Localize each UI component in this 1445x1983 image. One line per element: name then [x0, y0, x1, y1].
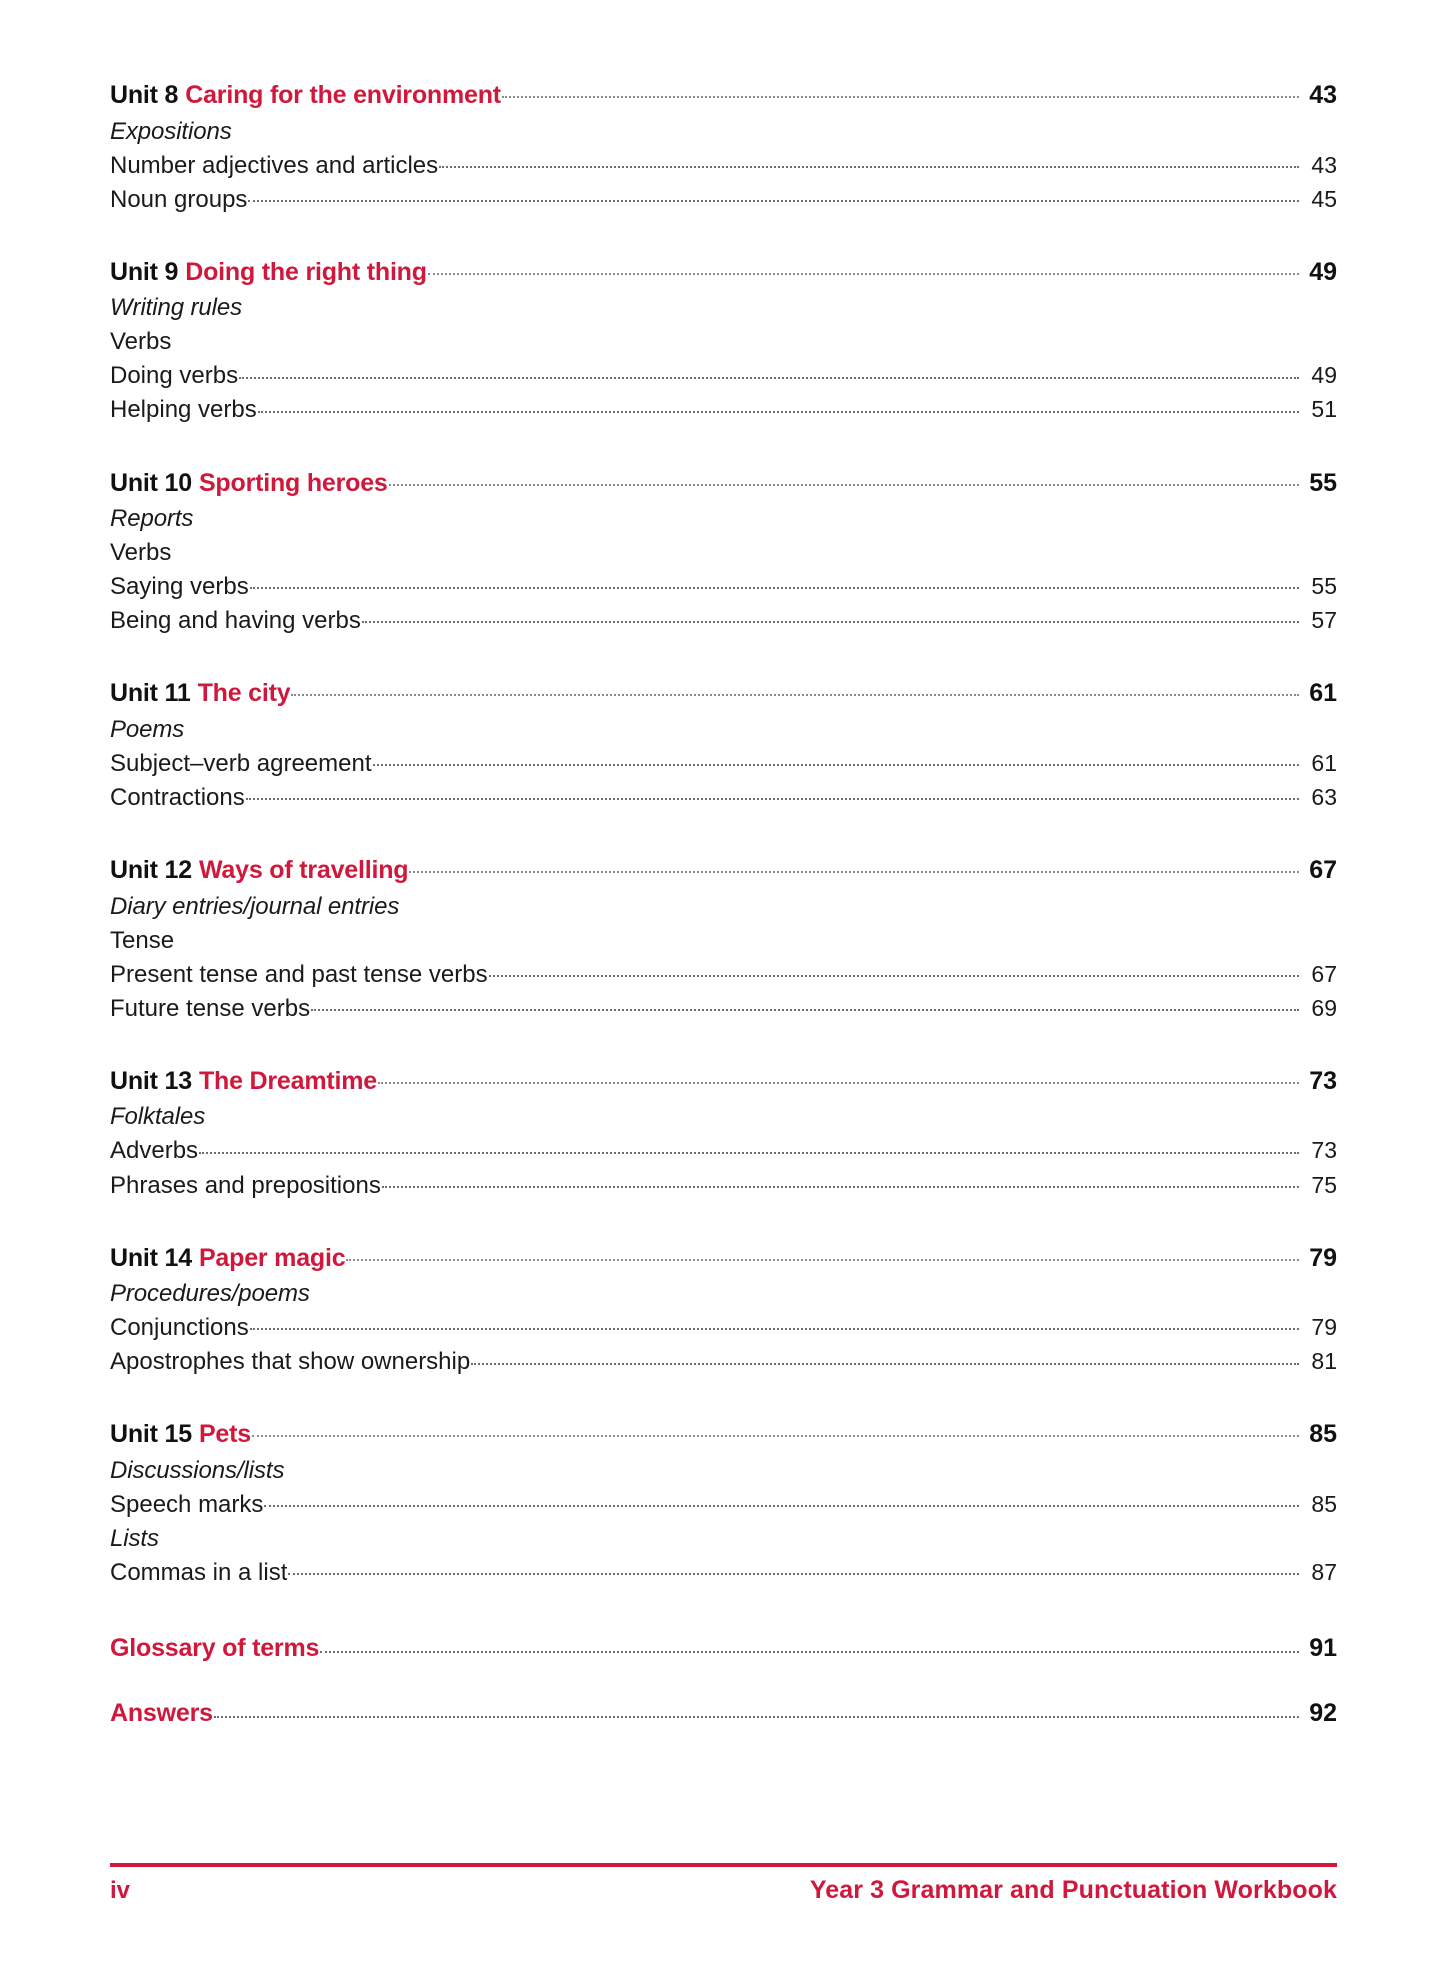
unit-block: [110, 1417, 1337, 1590]
unit-number: Unit 9: [110, 257, 179, 286]
toc-entry-row[interactable]: [110, 1311, 1337, 1345]
unit-heading-label: [110, 79, 501, 112]
unit-title: The Dreamtime: [198, 1066, 377, 1095]
dotted-leader: [439, 149, 1299, 173]
category-label: Verbs: [110, 328, 172, 356]
unit-heading-label: [110, 1065, 377, 1098]
dotted-leader: [489, 958, 1299, 982]
toc-entry-row[interactable]: [110, 1488, 1337, 1522]
genre-label: Expositions: [110, 117, 232, 145]
dotted-leader: [250, 570, 1299, 594]
unit-block: [110, 676, 1337, 815]
unit-heading-label: [110, 854, 408, 887]
footer-page-number: iv: [110, 1877, 131, 1904]
toc-entry-page-number: 51: [1311, 396, 1337, 423]
unit-page-number: 43: [1309, 81, 1337, 109]
unit-page-number: 55: [1309, 468, 1337, 497]
toc-entry-row[interactable]: [110, 781, 1337, 815]
toc-entry-row[interactable]: [110, 183, 1337, 217]
unit-heading-row[interactable]: [110, 1417, 1337, 1451]
toc-entry-page-number: 49: [1311, 362, 1337, 389]
toc-entry-row[interactable]: [110, 570, 1337, 604]
dotted-leader: [291, 676, 1299, 701]
unit-title: Doing the right thing: [185, 257, 427, 286]
toc-entry-label: Apostrophes that show ownership: [110, 1348, 471, 1376]
dotted-leader: [346, 1241, 1299, 1266]
category-label: Verbs: [110, 539, 172, 567]
unit-heading-label: [110, 256, 427, 289]
dotted-leader: [248, 183, 1299, 207]
toc-entry-page-number: 81: [1311, 1348, 1337, 1375]
dotted-leader: [373, 747, 1300, 771]
unit-heading-row[interactable]: [110, 853, 1337, 887]
unit-title: Paper magic: [198, 1243, 346, 1272]
toc-entry-row[interactable]: [110, 393, 1337, 427]
back-matter-page-number: 92: [1309, 1699, 1337, 1728]
toc-entry-label: Present tense and past tense verbs: [110, 960, 488, 988]
back-matter-list: [110, 1634, 1337, 1728]
unit-title: Pets: [198, 1420, 251, 1449]
dotted-leader: [389, 466, 1299, 491]
genre-label: Procedures/poems: [110, 1280, 310, 1308]
toc-entry-label: Phrases and prepositions: [110, 1171, 381, 1199]
unit-heading-label: [110, 467, 388, 500]
unit-heading-row[interactable]: [110, 1064, 1337, 1098]
toc-entry-row[interactable]: [110, 958, 1337, 992]
dotted-leader: [320, 1640, 1299, 1656]
toc-entry-page-number: 73: [1311, 1137, 1337, 1164]
toc-entry-page-number: 75: [1311, 1171, 1337, 1198]
toc-entry-page-number: 79: [1311, 1314, 1337, 1341]
toc-entry-page-number: 63: [1311, 784, 1337, 811]
unit-heading-label: [110, 677, 290, 710]
toc-entry-row[interactable]: [110, 1169, 1337, 1203]
unit-title: Ways of travelling: [198, 856, 409, 885]
toc-entry-label: Contractions: [110, 784, 245, 812]
dotted-leader: [428, 255, 1299, 280]
back-matter-label: Glossary of terms: [110, 1634, 320, 1663]
dotted-leader: [382, 1169, 1299, 1193]
unit-heading-label: [110, 1418, 251, 1451]
unit-number: Unit 10: [110, 468, 192, 497]
unit-block: [110, 78, 1337, 217]
toc-entry-label: Speech marks: [110, 1490, 264, 1518]
footer-book-title: Year 3 Grammar and Punctuation Workbook: [809, 1876, 1337, 1904]
toc-entry-page-number: 45: [1311, 185, 1337, 212]
unit-block: [110, 1241, 1337, 1380]
dotted-leader: [252, 1417, 1299, 1442]
dotted-leader: [378, 1064, 1299, 1089]
unit-number: Unit 11: [110, 679, 191, 708]
unit-page-number: 79: [1309, 1243, 1337, 1272]
unit-number: Unit 12: [110, 856, 192, 885]
dotted-leader: [199, 1134, 1299, 1158]
toc-entry-row[interactable]: [110, 1556, 1337, 1590]
toc-entry-page-number: 87: [1311, 1559, 1337, 1586]
dotted-leader: [246, 781, 1299, 805]
dotted-leader: [409, 853, 1299, 878]
toc-entry-page-number: 67: [1311, 960, 1337, 987]
toc-entry-label: Being and having verbs: [110, 607, 361, 635]
dotted-leader: [311, 992, 1299, 1016]
unit-page-number: 67: [1309, 856, 1337, 885]
genre-label: Discussions/lists: [110, 1456, 285, 1484]
unit-list: [110, 78, 1337, 1590]
unit-block: [110, 466, 1337, 639]
toc-entry-row[interactable]: [110, 747, 1337, 781]
dotted-leader: [288, 1556, 1299, 1580]
unit-heading-row[interactable]: [110, 255, 1337, 289]
dotted-leader: [214, 1705, 1299, 1721]
toc-entry-page-number: 43: [1311, 151, 1337, 178]
toc-entry-row[interactable]: [110, 1134, 1337, 1168]
unit-number: Unit 13: [110, 1066, 192, 1095]
toc-entry-label: Subject–verb agreement: [110, 749, 372, 777]
dotted-leader: [362, 604, 1299, 628]
toc-entry-label: Future tense verbs: [110, 994, 311, 1022]
toc-entry-row[interactable]: [110, 1345, 1337, 1379]
footer-divider: [110, 1863, 1337, 1867]
unit-number: Unit 15: [110, 1420, 192, 1449]
toc-entry-label: Saying verbs: [110, 573, 249, 601]
toc-entry-row[interactable]: [110, 992, 1337, 1026]
unit-block: [110, 1064, 1337, 1203]
unit-page-number: 61: [1309, 679, 1337, 708]
category-label: Tense: [110, 926, 175, 954]
toc-entry-label: Adverbs: [110, 1137, 199, 1165]
dotted-leader: [264, 1488, 1299, 1512]
unit-heading-label: [110, 1242, 345, 1275]
dotted-leader: [239, 359, 1299, 383]
dotted-leader: [250, 1311, 1299, 1335]
page-footer: [110, 1863, 1337, 1905]
toc-entry-row[interactable]: [110, 359, 1337, 393]
unit-block: [110, 853, 1337, 1026]
toc-entry-label: Number adjectives and articles: [110, 151, 439, 179]
toc-entry-row[interactable]: [110, 149, 1337, 183]
toc-entry-page-number: 61: [1311, 749, 1337, 776]
genre-label: Diary entries/journal entries: [110, 892, 400, 920]
table-of-contents: [110, 78, 1337, 1728]
back-matter-page-number: 91: [1309, 1634, 1337, 1663]
toc-entry-label: Noun groups: [110, 185, 248, 213]
unit-title: Sporting heroes: [198, 468, 388, 497]
unit-heading-row[interactable]: [110, 78, 1337, 112]
dotted-leader: [471, 1345, 1299, 1369]
toc-entry-label: Commas in a list: [110, 1559, 288, 1587]
toc-entry-page-number: 57: [1311, 607, 1337, 634]
toc-entry-label: Helping verbs: [110, 396, 257, 424]
unit-page-number: 73: [1309, 1066, 1337, 1095]
genre-label: Folktales: [110, 1103, 206, 1131]
dotted-leader: [258, 393, 1299, 417]
back-matter-label: Answers: [110, 1699, 213, 1728]
genre-label: Lists: [110, 1525, 159, 1553]
back-matter-row[interactable]: [110, 1634, 1337, 1663]
unit-page-number: 49: [1309, 257, 1337, 286]
unit-title: The city: [197, 679, 291, 708]
dotted-leader: [502, 78, 1299, 103]
unit-page-number: 85: [1309, 1420, 1337, 1449]
unit-number: Unit 8: [110, 81, 179, 109]
unit-number: Unit 14: [110, 1243, 192, 1272]
toc-entry-page-number: 85: [1311, 1490, 1337, 1517]
unit-heading-row[interactable]: [110, 676, 1337, 710]
toc-entry-label: Doing verbs: [110, 362, 239, 390]
genre-label: Poems: [110, 715, 185, 743]
unit-block: [110, 255, 1337, 428]
footer-row: [110, 1876, 1337, 1905]
toc-entry-label: Conjunctions: [110, 1314, 249, 1342]
unit-heading-row[interactable]: [110, 466, 1337, 500]
unit-title: Caring for the environment: [185, 81, 501, 109]
back-matter-row[interactable]: [110, 1699, 1337, 1728]
unit-heading-row[interactable]: [110, 1241, 1337, 1275]
genre-label: Reports: [110, 505, 194, 533]
toc-entry-row[interactable]: [110, 604, 1337, 638]
toc-entry-page-number: 55: [1311, 573, 1337, 600]
genre-label: Writing rules: [110, 294, 243, 322]
toc-entry-page-number: 69: [1311, 994, 1337, 1021]
